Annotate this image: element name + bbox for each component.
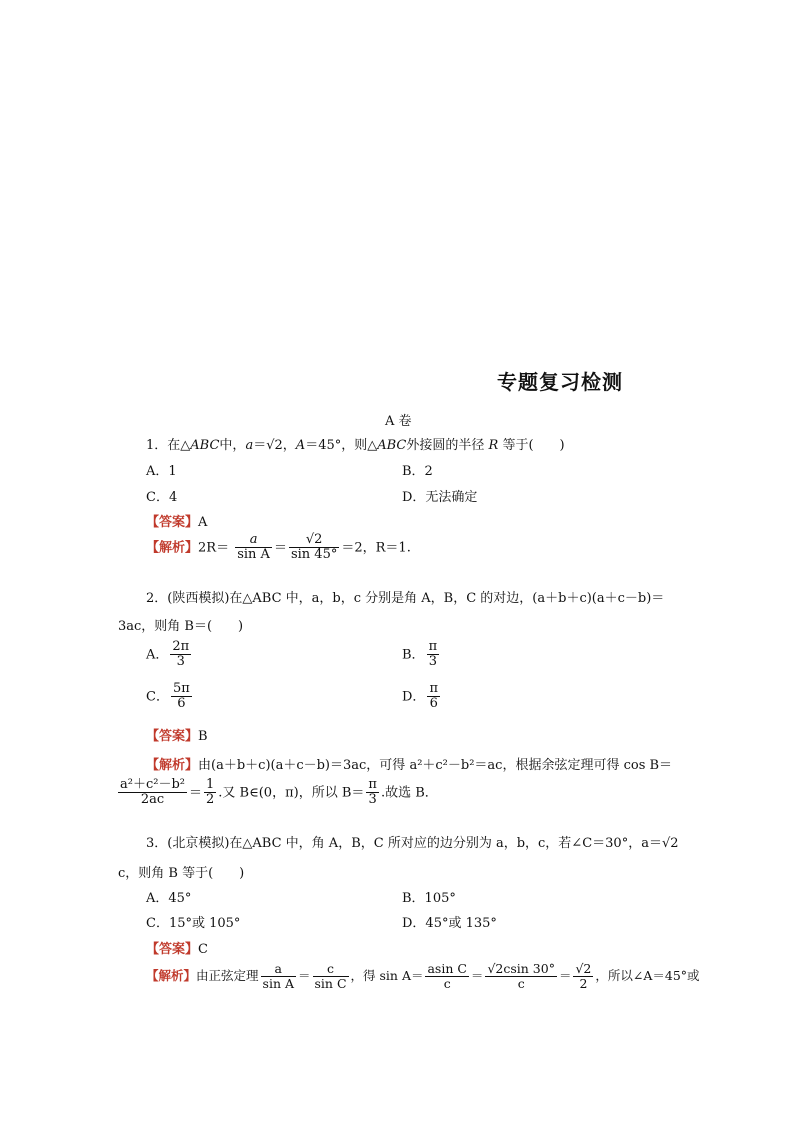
q3-option-b: B．105° bbox=[402, 891, 456, 906]
q2-analysis-line1: 【解析】由(a＋b＋c)(a＋c－b)＝3ac，可得 a²＋c²－b²＝ac，根据余弦定理可得 cos B＝ bbox=[146, 758, 673, 773]
page-title: 专题复习检测 bbox=[497, 370, 623, 394]
question-3-stem-line1: 3．(北京模拟)在△ABC 中，角 A，B，C 所对应的边分别为 a，b，c，若∠C＝30°，a＝√2 bbox=[146, 836, 679, 851]
q3-analysis: 【解析】由正弦定理 $\frac{a}{\text{sin A}}$ ＝ $\frac{c}{\text{sin C}}$ ，得 sin A＝ $\frac{\text{asin C}}{c}$ ＝ $\frac{√2csin 30^\circ}{c}$ ＝ $\frac{√2}{2}$ ，所以∠A＝45°或 bbox=[146, 961, 700, 991]
question-1-stem: 1．在△ABC中，a＝√2，A＝45°，则△ABC外接圆的半径 R 等于( ) bbox=[146, 438, 565, 453]
q2-analysis-line2: $\frac{\text{a²＋c²－b²}}{2ac}$ ＝ $\frac{1}{2}$ .又 B∈(0，π)，所以 B＝ $\frac{\pi}{3}$ .故选 B． bbox=[120, 777, 438, 808]
q1-option-d: D．无法确定 bbox=[402, 490, 478, 505]
q3-option-a: A．45° bbox=[146, 891, 192, 906]
q2-option-a: A． $\frac{2\pi}{3}$ bbox=[146, 639, 190, 670]
q1-analysis: 【解析】2R＝ $\frac{a}{\text{sin A}}$ ＝ $\frac{√2}{\sin 45^\circ}$ ＝2，R＝1. bbox=[146, 532, 411, 563]
q1-option-b: B．2 bbox=[402, 464, 433, 479]
q2-option-b: B． $\frac{\pi}{3}$ bbox=[402, 639, 438, 670]
question-2-stem-line2: 3ac，则角 B＝( ) bbox=[118, 619, 244, 634]
q3-option-c: C．15°或 105° bbox=[146, 916, 241, 931]
question-2-stem-line1: 2．(陕西模拟)在△ABC 中，a，b，c 分别是角 A，B，C 的对边，(a＋b＋c)(a＋c－b)＝ bbox=[146, 591, 665, 606]
q1-answer: 【答案】A bbox=[146, 515, 208, 530]
section-heading: A 卷 bbox=[385, 414, 412, 429]
q3-answer: 【答案】C bbox=[146, 942, 208, 957]
q1-option-a: A．1 bbox=[146, 464, 177, 479]
q2-option-c: C． $\frac{5\pi}{6}$ bbox=[146, 681, 190, 712]
question-3-stem-line2: c，则角 B 等于( ) bbox=[118, 866, 245, 881]
q2-option-d: D． $\frac{\pi}{6}$ bbox=[402, 681, 438, 712]
q3-option-d: D．45°或 135° bbox=[402, 916, 497, 931]
q1-option-c: C．4 bbox=[146, 490, 178, 505]
q2-answer: 【答案】B bbox=[146, 729, 208, 744]
